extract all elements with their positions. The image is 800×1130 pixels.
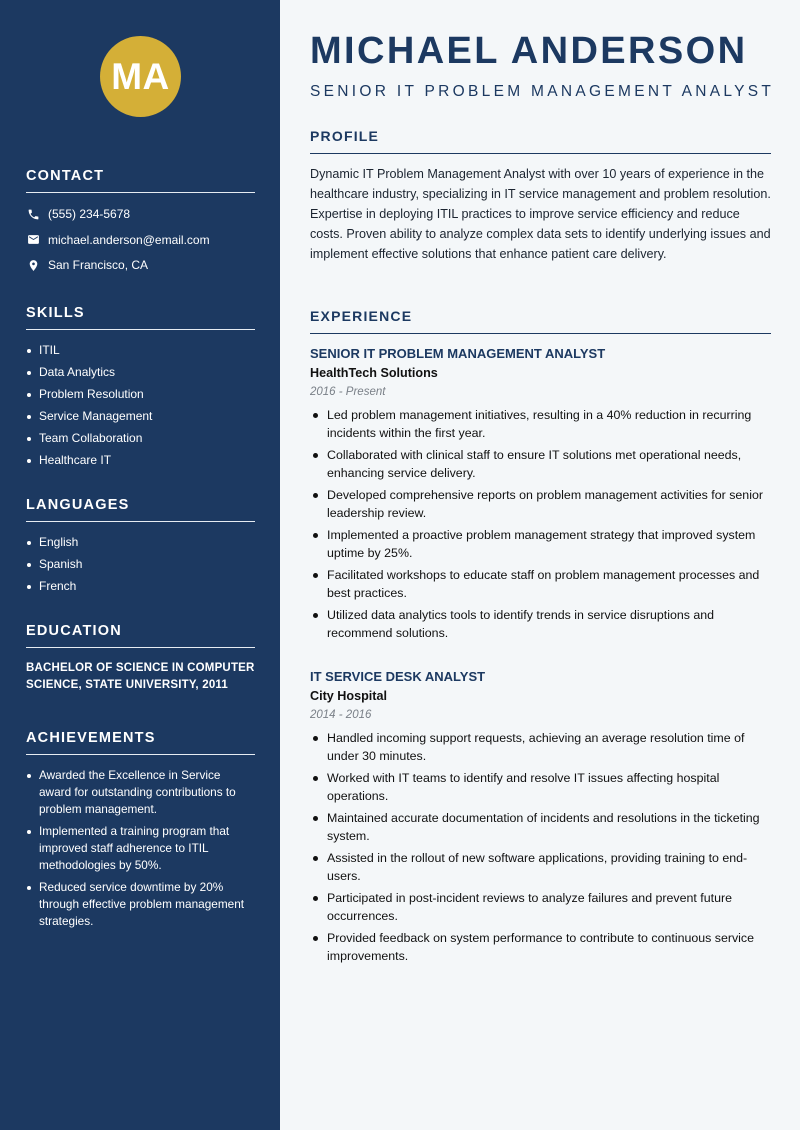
job-entry bbox=[310, 346, 771, 646]
job-bullet: Provided feedback on system performance to contribute to continuous service improvements. bbox=[310, 929, 771, 965]
job-bullet: Assisted in the rollout of new software applications, providing training to end-users. bbox=[310, 849, 771, 885]
profile-text: Dynamic IT Problem Management Analyst with over 10 years of experience in the healthcare industry, specializing in IT service management and problem resolution. Expertise in deploying ITIL practices to improve service efficiency and reduce costs. Proven ability to analyze complex data sets to identify underlying issues and implement effective solutions that enhance patient care delivery. bbox=[310, 167, 771, 261]
education-degree: BACHELOR OF SCIENCE IN COMPUTER SCIENCE, STATE UNIVERSITY, 2011 bbox=[26, 662, 255, 691]
skill-item: Healthcare IT bbox=[26, 452, 255, 468]
job-bullets bbox=[310, 729, 771, 965]
skills-heading: SKILLS bbox=[26, 305, 255, 330]
languages-section bbox=[26, 497, 255, 600]
job-dates: 2014 - 2016 bbox=[310, 709, 372, 721]
skill-item: ITIL bbox=[26, 342, 255, 358]
job-bullet: Led problem management initiatives, resulting in a 40% reduction in recurring incidents within the first year. bbox=[310, 406, 771, 442]
achievement-item: Awarded the Excellence in Service award for outstanding contributions to problem management. bbox=[26, 767, 255, 818]
email-text: michael.anderson@email.com bbox=[48, 232, 210, 247]
job-bullets bbox=[310, 406, 771, 642]
language-item: French bbox=[26, 578, 255, 594]
job-entry bbox=[310, 669, 771, 969]
location-pin-icon bbox=[26, 258, 40, 272]
job-company: HealthTech Solutions bbox=[310, 366, 438, 380]
language-item: Spanish bbox=[26, 556, 255, 572]
job-bullet: Facilitated workshops to educate staff on problem management processes and best practices. bbox=[310, 566, 771, 602]
skill-item: Service Management bbox=[26, 408, 255, 424]
skills-section bbox=[26, 305, 255, 474]
achievement-item: Implemented a training program that improved staff adherence to ITIL methodologies by 50%. bbox=[26, 823, 255, 874]
contact-heading: CONTACT bbox=[26, 168, 255, 193]
profile-heading: PROFILE bbox=[310, 128, 771, 154]
achievements-section bbox=[26, 730, 255, 935]
candidate-name: MICHAEL ANDERSON bbox=[310, 30, 748, 72]
job-bullet: Maintained accurate documentation of incidents and resolutions in the ticketing system. bbox=[310, 809, 771, 845]
job-bullet: Developed comprehensive reports on problem management activities for senior leadership review. bbox=[310, 486, 771, 522]
job-title: SENIOR IT PROBLEM MANAGEMENT ANALYST bbox=[310, 346, 606, 361]
skill-item: Team Collaboration bbox=[26, 430, 255, 446]
languages-heading: LANGUAGES bbox=[26, 497, 255, 522]
job-bullet: Worked with IT teams to identify and resolve IT issues affecting hospital operations. bbox=[310, 769, 771, 805]
experience-section bbox=[310, 308, 771, 334]
skill-item: Data Analytics bbox=[26, 364, 255, 380]
contact-email bbox=[26, 231, 255, 249]
job-bullet: Collaborated with clinical staff to ensure IT solutions met operational needs, enhancing service delivery. bbox=[310, 446, 771, 482]
sidebar bbox=[0, 0, 280, 1130]
skill-item: Problem Resolution bbox=[26, 386, 255, 402]
education-section bbox=[26, 623, 255, 694]
avatar: MA bbox=[100, 36, 181, 117]
phone-icon bbox=[26, 207, 40, 221]
education-heading: EDUCATION bbox=[26, 623, 255, 648]
email-icon bbox=[26, 233, 40, 247]
job-bullet: Handled incoming support requests, achieving an average resolution time of under 30 minutes. bbox=[310, 729, 771, 765]
job-bullet: Participated in post-incident reviews to analyze failures and prevent future occurrences. bbox=[310, 889, 771, 925]
achievements-heading: ACHIEVEMENTS bbox=[26, 730, 255, 755]
contact-section bbox=[26, 168, 255, 282]
job-dates: 2016 - Present bbox=[310, 386, 386, 398]
languages-list bbox=[26, 534, 255, 594]
experience-heading: EXPERIENCE bbox=[310, 308, 771, 334]
job-title: IT SERVICE DESK ANALYST bbox=[310, 669, 486, 684]
skills-list bbox=[26, 342, 255, 468]
candidate-title: SENIOR IT PROBLEM MANAGEMENT ANALYST bbox=[310, 83, 775, 100]
job-bullet: Utilized data analytics tools to identify trends in service disruptions and recommend solutions. bbox=[310, 606, 771, 642]
language-item: English bbox=[26, 534, 255, 550]
phone-text: (555) 234-5678 bbox=[48, 207, 131, 221]
achievements-list bbox=[26, 767, 255, 930]
location-text: San Francisco, CA bbox=[48, 258, 149, 272]
job-company: City Hospital bbox=[310, 689, 387, 703]
contact-location bbox=[26, 256, 255, 274]
profile-section bbox=[310, 128, 771, 264]
achievement-item: Reduced service downtime by 20% through effective problem management strategies. bbox=[26, 879, 255, 930]
job-bullet: Implemented a proactive problem management strategy that improved system uptime by 25%. bbox=[310, 526, 771, 562]
contact-phone bbox=[26, 205, 255, 223]
